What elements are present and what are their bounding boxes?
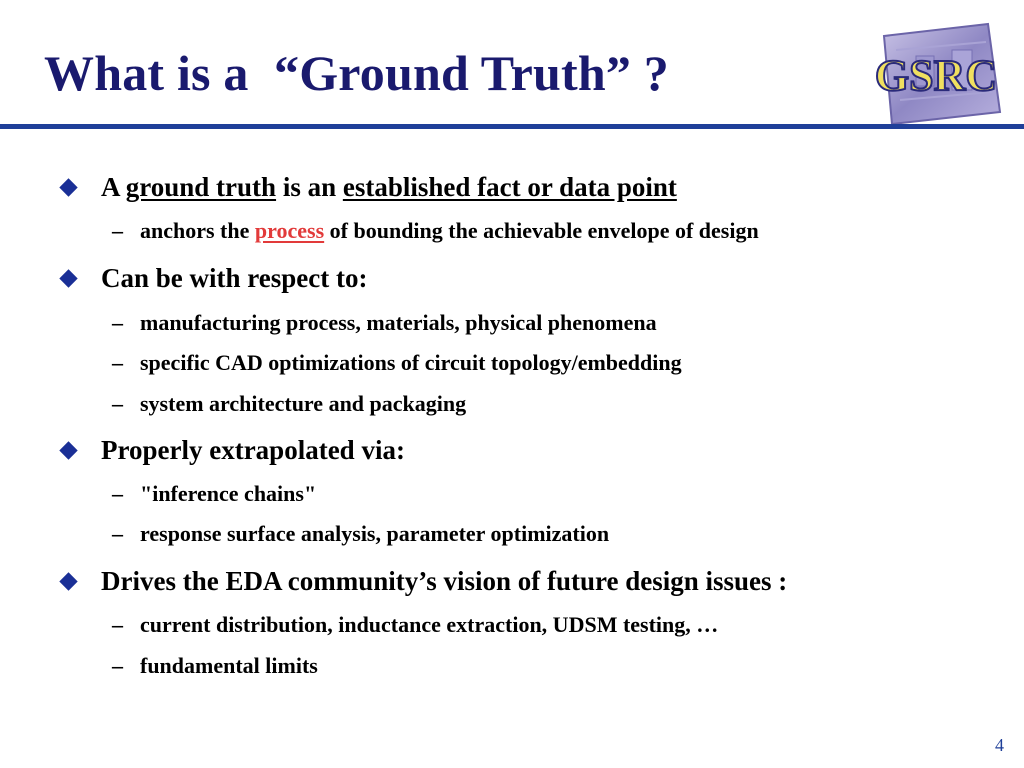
sub-text: system architecture and packaging <box>140 391 467 416</box>
title-divider <box>0 124 1024 129</box>
dash-marker: – <box>112 350 123 375</box>
dash-marker: – <box>112 391 123 416</box>
sub-text: response surface analysis, parameter optimization <box>140 521 610 546</box>
sub-text: fundamental limits <box>140 653 318 678</box>
dash-marker: – <box>112 612 123 637</box>
dash-marker: – <box>112 310 123 335</box>
sub-text: manufacturing process, materials, physical phenomena <box>140 310 657 335</box>
diamond-bullet-icon <box>59 269 77 287</box>
sub-text: current distribution, inductance extraction, UDSM testing, … <box>140 612 719 637</box>
bullet-text: Properly extrapolated via: <box>101 435 405 465</box>
gsrc-logo <box>866 20 1006 128</box>
term-ground-truth: ground truth <box>125 172 277 202</box>
diamond-bullet-icon <box>59 441 77 459</box>
sub-text: of bounding the achievable envelope of design <box>324 218 759 243</box>
logo-wordmark: GSRC <box>874 51 998 100</box>
bullet-eda-vision <box>58 568 787 595</box>
sub-bullet-cad <box>112 352 682 374</box>
sub-text: specific CAD optimizations of circuit topology/embedding <box>140 350 682 375</box>
bullet-text: Can be with respect to: <box>101 263 368 293</box>
diamond-bullet-icon <box>59 572 77 590</box>
diamond-bullet-icon <box>59 178 77 196</box>
term-established-fact: established fact or data point <box>342 172 677 202</box>
bullet-text: is an <box>276 172 343 202</box>
sub-bullet-architecture <box>112 393 466 415</box>
sub-bullet-manufacturing <box>112 312 657 334</box>
slide-title: What is a “Ground Truth” ? <box>44 45 670 101</box>
bullet-ground-truth <box>58 174 677 201</box>
bullet-text: Drives the EDA community’s vision of future design issues : <box>101 566 788 596</box>
bullet-respect <box>58 265 367 292</box>
sub-bullet-current-distribution <box>112 614 718 636</box>
sub-text: anchors the <box>140 218 255 243</box>
dash-marker: – <box>112 653 123 678</box>
sub-bullet-response-surface <box>112 523 609 545</box>
page-number: 4 <box>995 735 1004 755</box>
bullet-text: A <box>101 172 126 202</box>
dash-marker: – <box>112 481 123 506</box>
dash-marker: – <box>112 521 123 546</box>
highlight-process: process <box>254 218 325 243</box>
sub-bullet-fundamental-limits <box>112 655 318 677</box>
sub-text: "inference chains" <box>140 481 317 506</box>
bullet-extrapolated <box>58 437 405 464</box>
dash-marker: – <box>112 218 123 243</box>
sub-bullet-inference <box>112 483 316 505</box>
sub-bullet-anchors <box>112 220 759 242</box>
